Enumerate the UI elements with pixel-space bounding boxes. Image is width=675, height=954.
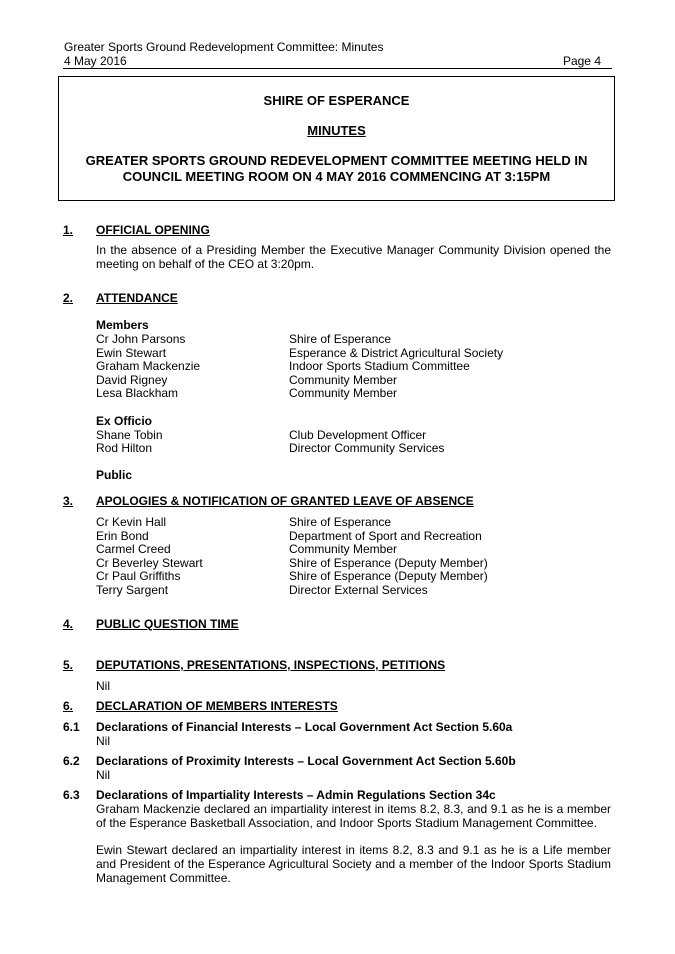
section-6-number: 6. xyxy=(63,699,74,713)
subsection-6-1-number: 6.1 xyxy=(63,720,80,734)
apology-name: Cr Paul Griffiths xyxy=(96,569,181,583)
exofficio-row xyxy=(96,428,616,442)
header-page-number: Page 4 xyxy=(562,54,601,68)
member-row xyxy=(96,346,616,360)
subsection-6-2-number: 6.2 xyxy=(63,754,80,768)
header-title: Greater Sports Ground Redevelopment Committee: Minutes xyxy=(64,40,384,54)
apology-row xyxy=(96,515,616,529)
subsection-6-3-text-2: Ewin Stewart declared an impartiality interest in items 8.2, 8.3 and 9.1 as he is a Life member and President of the Esperance Agricultural Society and a member of the Indoor Sports Stadium Management Committee. xyxy=(96,843,611,885)
member-row xyxy=(96,373,616,387)
exofficio-row xyxy=(96,441,616,455)
section-2-heading: ATTENDANCE xyxy=(96,291,178,305)
section-5-heading: DEPUTATIONS, PRESENTATIONS, INSPECTIONS, PETITIONS xyxy=(96,658,446,672)
section-3-heading: APOLOGIES & NOTIFICATION OF GRANTED LEAVE OF ABSENCE xyxy=(96,494,474,508)
member-name: Graham Mackenzie xyxy=(96,359,201,373)
apology-name: Carmel Creed xyxy=(96,542,171,556)
exofficio-name: Shane Tobin xyxy=(96,428,163,442)
member-org: Esperance & District Agricultural Society xyxy=(289,346,504,360)
section-4-number: 4. xyxy=(63,617,74,631)
subsection-6-3-heading: Declarations of Impartiality Interests – Admin Regulations Section 34c xyxy=(96,788,496,802)
apology-row xyxy=(96,569,616,583)
section-3-number: 3. xyxy=(63,494,74,508)
section-1-number: 1. xyxy=(63,223,74,237)
section-5-text: Nil xyxy=(96,679,110,693)
apology-org: Department of Sport and Recreation xyxy=(289,529,482,543)
subsection-6-2-text: Nil xyxy=(96,768,110,782)
section-6-heading: DECLARATION OF MEMBERS INTERESTS xyxy=(96,699,338,713)
title-box xyxy=(58,76,615,201)
apology-row xyxy=(96,583,616,597)
member-name: David Rigney xyxy=(96,373,168,387)
header-rule xyxy=(63,68,612,69)
member-row xyxy=(96,386,616,400)
member-name: Cr John Parsons xyxy=(96,332,186,346)
member-org: Indoor Sports Stadium Committee xyxy=(289,359,470,373)
meeting-title: GREATER SPORTS GROUND REDEVELOPMENT COMMITTEE MEETING HELD IN COUNCIL MEETING ROOM ON 4 MAY 2016 COMMENCING AT 3:15PM xyxy=(85,153,588,184)
section-2-number: 2. xyxy=(63,291,74,305)
subsection-6-2-heading: Declarations of Proximity Interests – Local Government Act Section 5.60b xyxy=(96,754,516,768)
shire-title: SHIRE OF ESPERANCE xyxy=(263,93,410,108)
subsection-6-1-text: Nil xyxy=(96,734,110,748)
member-row xyxy=(96,332,616,346)
member-org: Community Member xyxy=(289,373,398,387)
member-name: Ewin Stewart xyxy=(96,346,167,360)
subsection-6-3-number: 6.3 xyxy=(63,788,80,802)
exofficio-org: Director Community Services xyxy=(289,441,445,455)
apology-name: Terry Sargent xyxy=(96,583,169,597)
apology-org: Shire of Esperance xyxy=(289,515,392,529)
member-name: Lesa Blackham xyxy=(96,386,179,400)
apology-name: Erin Bond xyxy=(96,529,149,543)
apology-name: Cr Kevin Hall xyxy=(96,515,167,529)
apology-org: Shire of Esperance (Deputy Member) xyxy=(289,556,488,570)
member-org: Shire of Esperance xyxy=(289,332,392,346)
exofficio-name: Rod Hilton xyxy=(96,441,153,455)
apology-org: Director External Services xyxy=(289,583,428,597)
section-4-heading: PUBLIC QUESTION TIME xyxy=(96,617,239,631)
exofficio-org: Club Development Officer xyxy=(289,428,427,442)
exofficio-label: Ex Officio xyxy=(96,414,153,428)
subsection-6-1-heading: Declarations of Financial Interests – Local Government Act Section 5.60a xyxy=(96,720,513,734)
header-date: 4 May 2016 xyxy=(64,54,127,68)
minutes-title: MINUTES xyxy=(307,123,366,138)
public-label: Public xyxy=(96,468,133,482)
section-5-number: 5. xyxy=(63,658,74,672)
members-label: Members xyxy=(96,318,149,332)
apology-org: Community Member xyxy=(289,542,398,556)
apology-row xyxy=(96,556,616,570)
section-1-text: In the absence of a Presiding Member the Executive Manager Community Division opened the meeting on behalf of the CEO at 3:20pm. xyxy=(96,243,611,271)
subsection-6-3-text-1: Graham Mackenzie declared an impartiality interest in items 8.2, 8.3, and 9.1 as he is a member of the Esperance Basketball Association, and Indoor Sports Stadium Management Committee. xyxy=(96,802,611,830)
member-org: Community Member xyxy=(289,386,398,400)
section-1-heading: OFFICIAL OPENING xyxy=(96,223,210,237)
apology-org: Shire of Esperance (Deputy Member) xyxy=(289,569,488,583)
apology-name: Cr Beverley Stewart xyxy=(96,556,203,570)
apology-row xyxy=(96,529,616,543)
member-row xyxy=(96,359,616,373)
apology-row xyxy=(96,542,616,556)
